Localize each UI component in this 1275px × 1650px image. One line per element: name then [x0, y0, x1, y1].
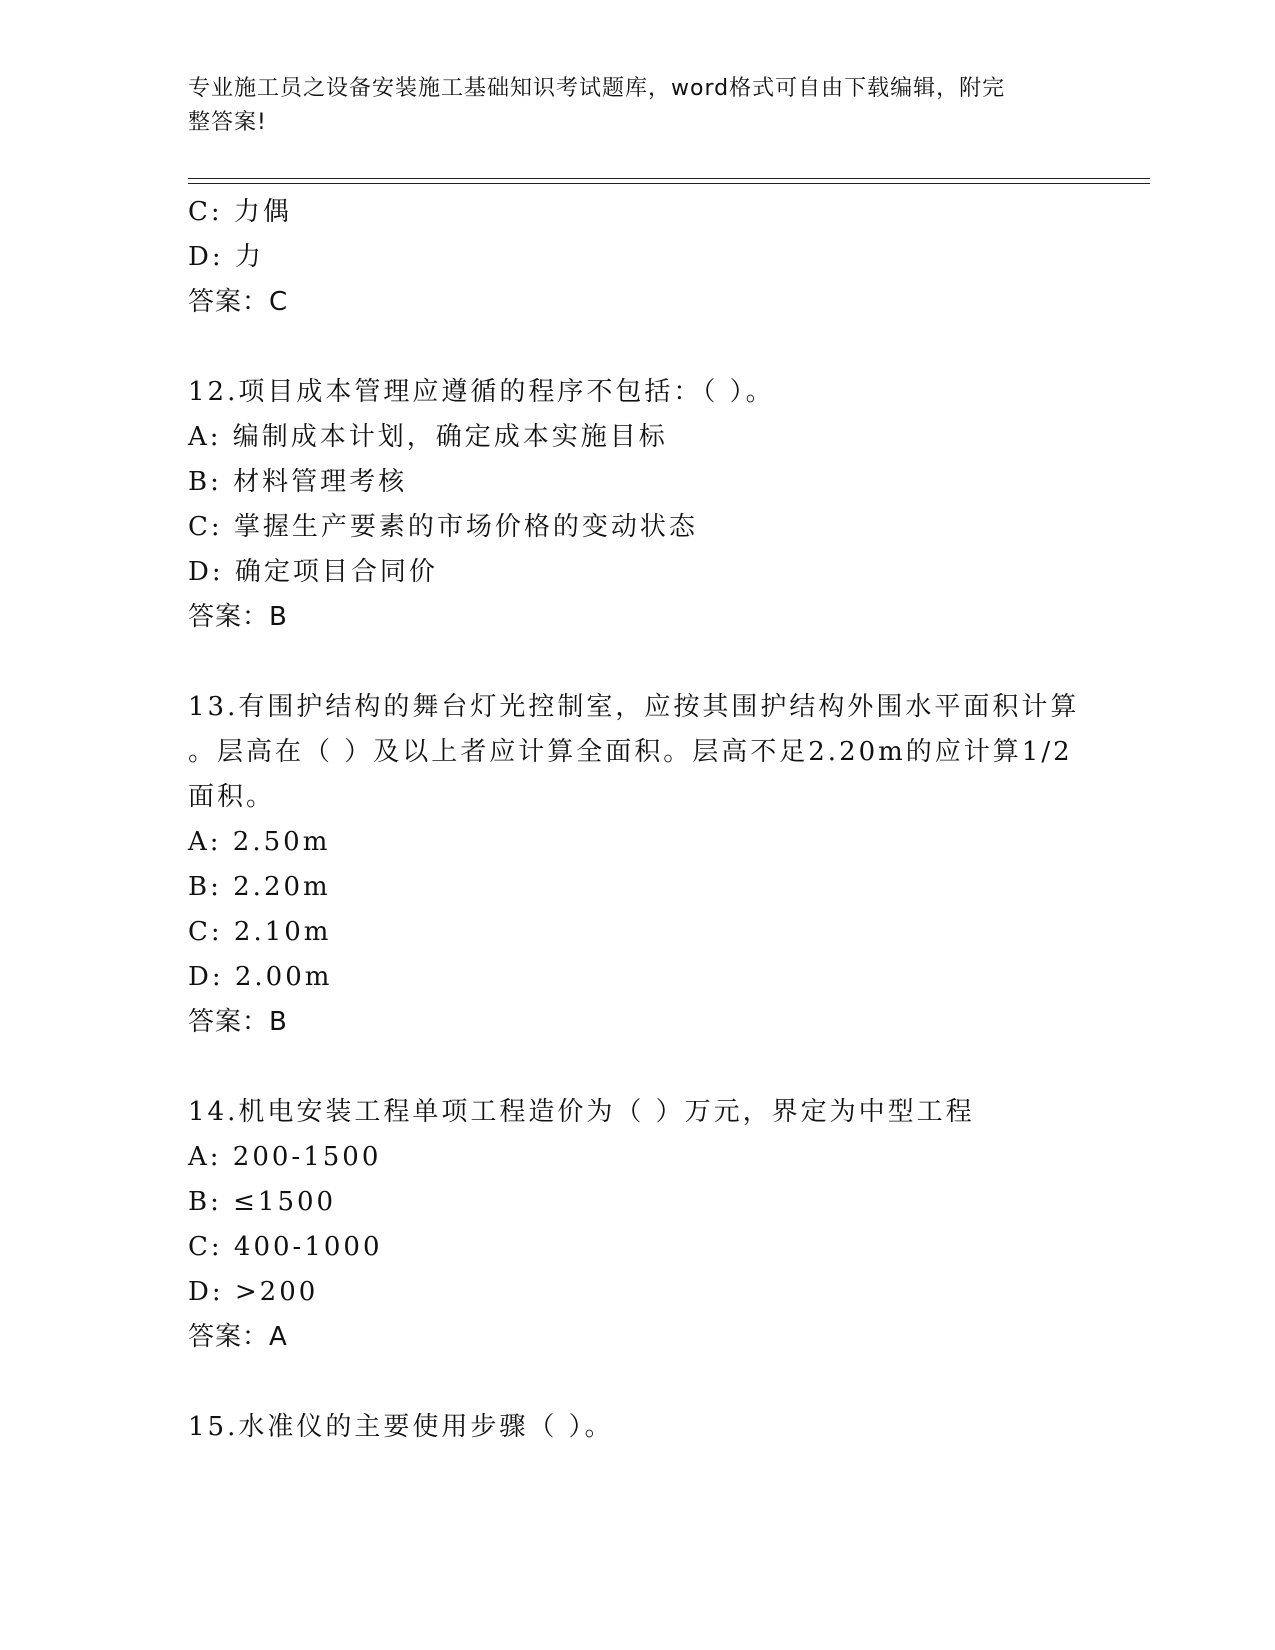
spacer [188, 1045, 1088, 1090]
answer-label: 答案：B [188, 1007, 288, 1037]
question-text-line-2: 。层高在（ ）及以上者应计算全面积。层高不足2.20m的应计算1/2 [188, 737, 1073, 767]
option-c: C: 2.10m [188, 917, 332, 947]
option-d: D: 力 [188, 242, 264, 272]
option-b: B: ≤1500 [188, 1187, 337, 1217]
document-header [188, 72, 1068, 140]
header-divider-top [188, 178, 1150, 179]
header-text-line-2: 整答案! [188, 110, 267, 135]
question-text: 12.项目成本管理应遵循的程序不包括：（ ）。 [188, 377, 775, 407]
option-a: A: 200-1500 [188, 1142, 382, 1172]
question-block-13 [188, 685, 1088, 1045]
document-content [188, 190, 1088, 1450]
question-block-previous [188, 190, 1088, 325]
spacer [188, 640, 1088, 685]
question-text: 14.机电安装工程单项工程造价为（ ）万元，界定为中型工程 [188, 1097, 975, 1127]
spacer [188, 1360, 1088, 1405]
question-text-line-3: 面积。 [188, 782, 276, 812]
question-block-14 [188, 1090, 1088, 1360]
header-text-line-1: 专业施工员之设备安装施工基础知识考试题库，word格式可自由下载编辑，附完 [188, 76, 1006, 101]
option-b: B: 材料管理考核 [188, 467, 408, 497]
option-d: D: 2.00m [188, 962, 333, 992]
question-block-12 [188, 370, 1088, 640]
option-a: A: 编制成本计划，确定成本实施目标 [188, 422, 668, 452]
header-divider-bottom [188, 183, 1150, 184]
question-block-15 [188, 1405, 1088, 1450]
option-d: D: 确定项目合同价 [188, 557, 438, 587]
option-c: C: 力偶 [188, 197, 292, 227]
option-c: C: 掌握生产要素的市场价格的变动状态 [188, 512, 698, 542]
answer-label: 答案：B [188, 602, 288, 632]
spacer [188, 325, 1088, 370]
question-text: 15.水准仪的主要使用步骤（ ）。 [188, 1412, 614, 1442]
option-d: D: >200 [188, 1277, 319, 1307]
answer-label: 答案：A [188, 1322, 288, 1352]
option-c: C: 400-1000 [188, 1232, 383, 1262]
question-text-line-1: 13.有围护结构的舞台灯光控制室，应按其围护结构外围水平面积计算 [188, 692, 1080, 722]
answer-label: 答案：C [188, 287, 289, 317]
option-b: B: 2.20m [188, 872, 331, 902]
option-a: A: 2.50m [188, 827, 331, 857]
